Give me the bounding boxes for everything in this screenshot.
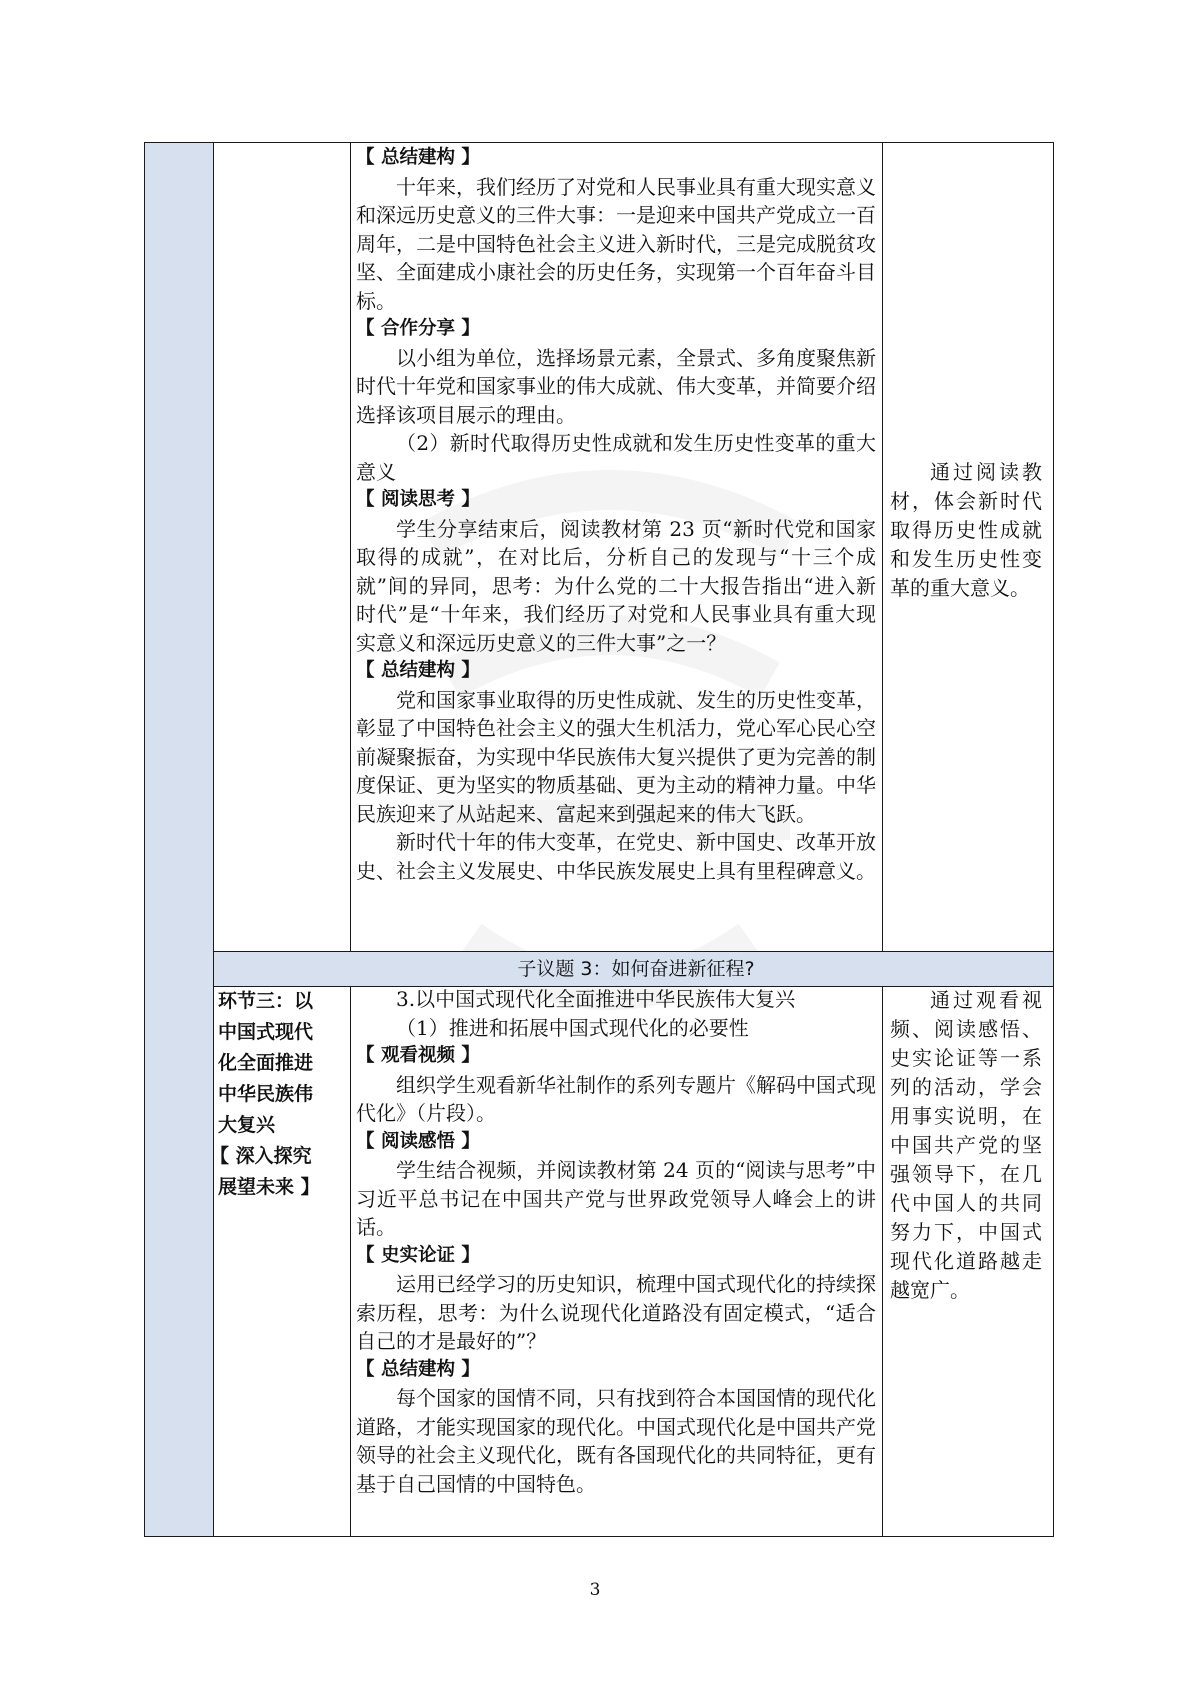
label-read: 【 阅读思考 】 xyxy=(356,489,480,510)
summary-text: 每个国家的国情不同，只有找到符合本国国情的现代化道路，才能实现国家的现代化。中国式现代化是中国共产党领导的社会主义现代化，既有各国现代化的共同特征，更有基于自己国情的中国特色。 xyxy=(356,1386,876,1496)
stage-line: 展望未来 】 xyxy=(218,1176,320,1198)
activity-content-2 xyxy=(356,985,876,1498)
col-divider-1 xyxy=(213,142,214,1537)
label-summary-b: 【 总结建构 】 xyxy=(356,660,480,681)
label-insight: 【 阅读感悟 】 xyxy=(356,1130,480,1152)
col-divider-2b xyxy=(350,986,351,1537)
design-intent-2 xyxy=(890,986,1042,1305)
summary-b1-text: 党和国家事业取得的历史性成就、发生的历史性变革，彰显了中国特色社会主义的强大生机活力，党心军心民心空前凝聚振奋，为实现中华民族伟大复兴提供了更为完善的制度保证、更为坚实的物质基础、更为主动的精神力量。中华民族迎来了从站起来、富起来到强起来的伟大飞跃。 xyxy=(356,687,876,826)
intent-2-text: 通过观看视频、阅读感悟、史实论证等一系列的活动，学会用事实说明，在中国共产党的坚强领导下，在几代中国人的共同努力下，中国式现代化道路越走越宽广。 xyxy=(890,988,1042,1302)
stage-line: 大复兴 xyxy=(218,1114,276,1136)
label-share: 【 合作分享 】 xyxy=(356,318,480,339)
page-number: 3 xyxy=(589,1580,601,1600)
insight-text: 学生结合视频，并阅读教材第 24 页的“阅读与思考”中习近平总书记在中国共产党与世界政党领导人峰会上的讲话。 xyxy=(356,1158,876,1239)
read-text: 学生分享结束后，阅读教材第 23 页“新时代党和国家取得的成就”，在对比后，分析自己的发现与“十三个成就”间的异同，思考：为什么党的二十大报告指出“进入新时代”是“十年来，我们经历了对党和人民事业具有重大现实意义和深远历史意义的三件大事”之一？ xyxy=(356,516,876,655)
left-shaded-column xyxy=(144,142,213,1536)
point-2: （2）新时代取得历史性成就和发生历史性变革的重大意义 xyxy=(356,431,876,484)
table-border-left xyxy=(144,142,145,1537)
label-proof: 【 史实论证 】 xyxy=(356,1244,480,1266)
label-video: 【 观看视频 】 xyxy=(356,1045,480,1066)
row-divider-1 xyxy=(213,951,1054,952)
section-heading: 3.以中国式现代化全面推进中华民族伟大复兴 xyxy=(396,987,796,1011)
col-divider-2a xyxy=(350,142,351,951)
summary-a-text: 十年来，我们经历了对党和人民事业具有重大现实意义和深远历史意义的三件大事：一是迎来中国共产党成立一百周年，二是中国特色社会主义进入新时代，三是完成脱贫攻坚、全面建成小康社会的历史任务，实现第一个百年奋斗目标。 xyxy=(356,174,876,313)
table-border-bottom xyxy=(144,1536,1054,1537)
summary-b2-text: 新时代十年的伟大变革，在党史、新中国史、改革开放史、社会主义发展史、中华民族发展史上具有里程碑意义。 xyxy=(356,830,876,883)
proof-text: 运用已经学习的历史知识，梳理中国式现代化的持续探索历程，思考：为什么说现代化道路没有固定模式，“适合自己的才是最好的”？ xyxy=(356,1272,876,1353)
col-divider-3b xyxy=(882,986,883,1537)
label-summary: 【 总结建构 】 xyxy=(356,1358,480,1380)
stage-cell xyxy=(210,986,348,1203)
stage-line: 环节三：以 xyxy=(218,990,314,1012)
video-text: 组织学生观看新华社制作的系列专题片《解码中国式现代化》（片段）。 xyxy=(356,1072,876,1125)
point-1: （1）推进和拓展中国式现代化的必要性 xyxy=(396,1015,749,1040)
design-intent-1 xyxy=(890,458,1042,603)
label-summary-a: 【 总结建构 】 xyxy=(356,147,480,168)
stage-line: 中华民族伟 xyxy=(218,1083,314,1105)
subtopic-3-title: 子议题 3：如何奋进新征程? xyxy=(517,958,755,980)
table-border-right xyxy=(1053,142,1054,1537)
stage-line: 中国式现代 xyxy=(218,1021,314,1043)
share-text: 以小组为单位，选择场景元素，全景式、多角度聚焦新时代十年党和国家事业的伟大成就、伟大变革，并简要介绍选择该项目展示的理由。 xyxy=(356,345,876,427)
col-divider-3a xyxy=(882,142,883,951)
stage-line: 【 深入探究 xyxy=(210,1145,312,1167)
intent-1-text: 通过阅读教材，体会新时代取得历史性成就和发生历史性变革的重大意义。 xyxy=(890,460,1042,600)
stage-line: 化全面推进 xyxy=(218,1052,314,1074)
table-border-top xyxy=(144,142,1054,143)
activity-content-1 xyxy=(356,144,876,885)
